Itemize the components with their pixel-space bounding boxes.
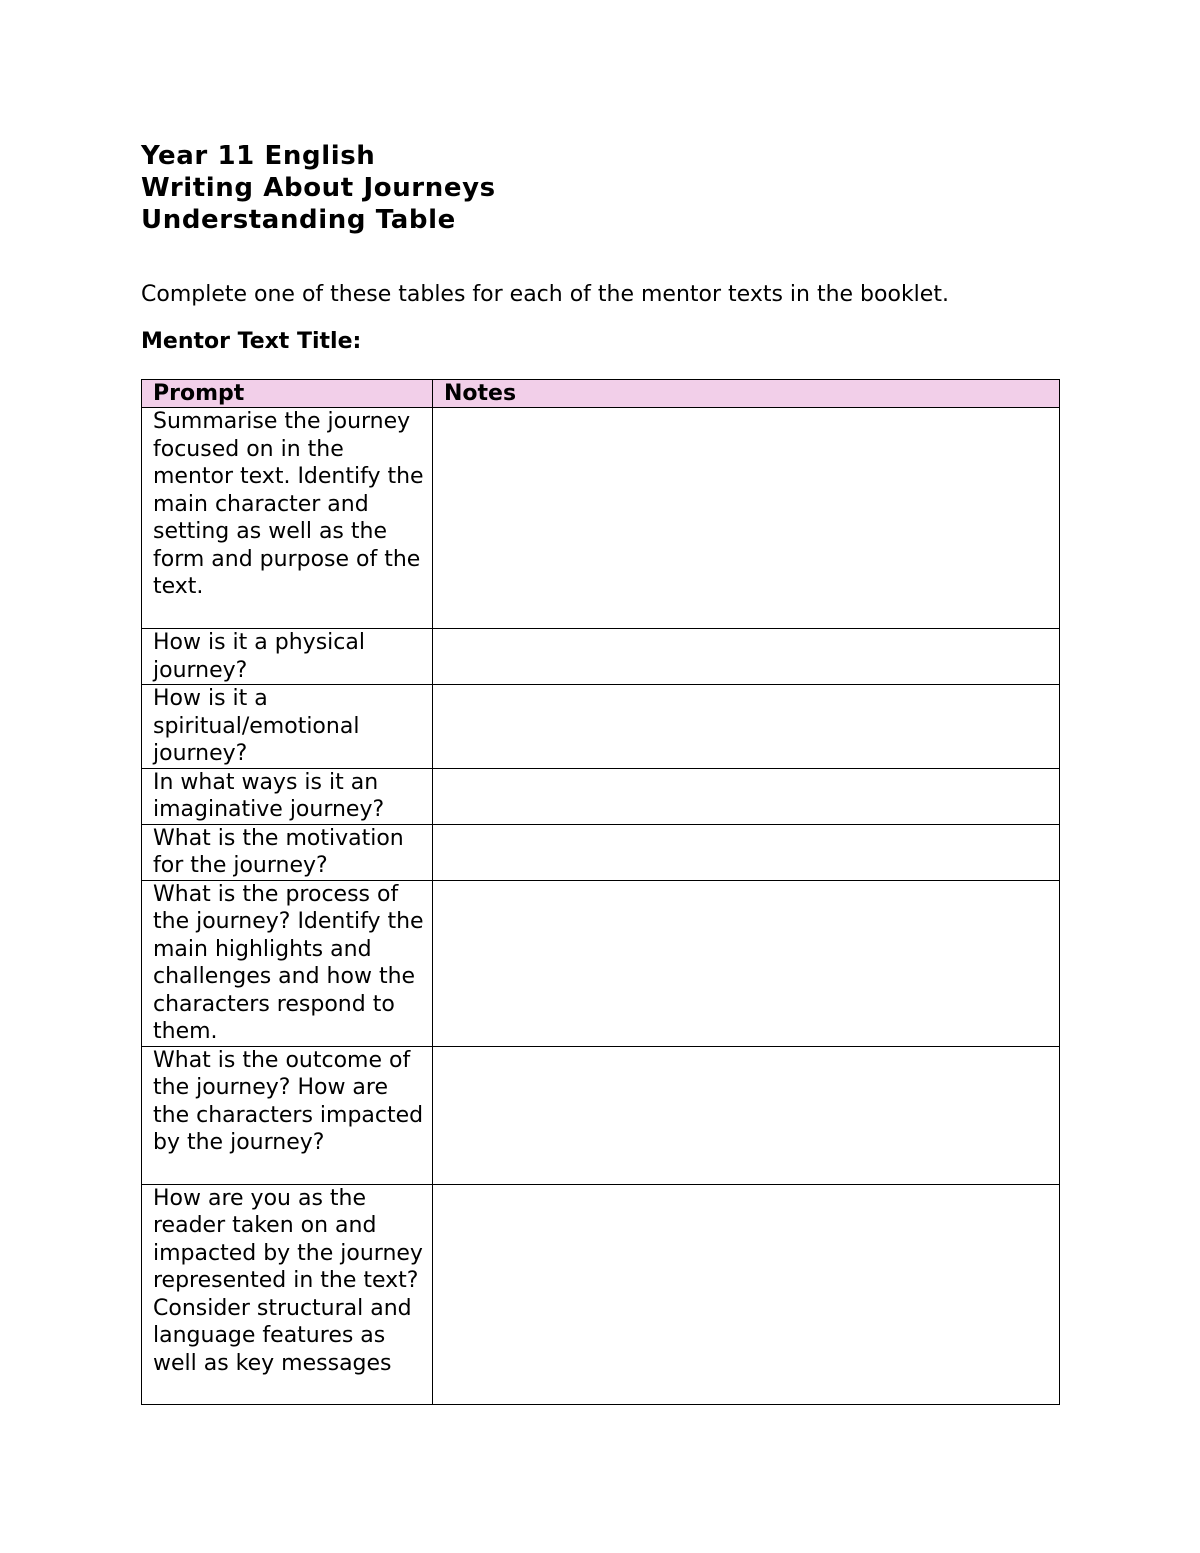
notes-cell[interactable] <box>433 629 1060 685</box>
table-header-row <box>142 380 1060 408</box>
table-row <box>142 629 1060 685</box>
notes-cell[interactable] <box>433 880 1060 1046</box>
prompt-cell: How is it a spiritual/emotional journey? <box>142 685 433 769</box>
notes-cell[interactable] <box>433 824 1060 880</box>
column-header-notes: Notes <box>433 380 1060 408</box>
table-row <box>142 768 1060 824</box>
title-line-activity: Understanding Table <box>141 205 456 235</box>
notes-cell[interactable] <box>433 768 1060 824</box>
table-row <box>142 1184 1060 1404</box>
table-row <box>142 1046 1060 1184</box>
table-row <box>142 824 1060 880</box>
prompt-cell: What is the process of the journey? Identify the main highlights and challenges and how the characters respond to them. <box>142 880 433 1046</box>
notes-cell[interactable] <box>433 1184 1060 1404</box>
notes-cell[interactable] <box>433 1046 1060 1184</box>
instruction-text: Complete one of these tables for each of the mentor texts in the booklet. <box>141 282 949 307</box>
prompt-cell: Summarise the journey focused on in the mentor text. Identify the main character and setting as well as the form and purpose of the text. <box>142 408 433 629</box>
column-header-prompt: Prompt <box>142 380 433 408</box>
prompt-cell: What is the motivation for the journey? <box>142 824 433 880</box>
table-row <box>142 685 1060 769</box>
understanding-table <box>141 379 1060 1405</box>
prompt-cell: In what ways is it an imaginative journey? <box>142 768 433 824</box>
prompt-cell: How is it a physical journey? <box>142 629 433 685</box>
title-line-course: Year 11 English <box>141 141 376 171</box>
table-row <box>142 880 1060 1046</box>
prompt-cell: What is the outcome of the journey? How are the characters impacted by the journey? <box>142 1046 433 1184</box>
document-title <box>141 140 1059 236</box>
table-row <box>142 408 1060 629</box>
document-page <box>141 140 1059 1376</box>
mentor-text-title-label: Mentor Text Title: <box>141 329 362 354</box>
title-line-unit: Writing About Journeys <box>141 173 496 203</box>
notes-cell[interactable] <box>433 408 1060 629</box>
notes-cell[interactable] <box>433 685 1060 769</box>
prompt-cell: How are you as the reader taken on and impacted by the journey represented in the text? Consider structural and language features as well as key messages <box>142 1184 433 1404</box>
